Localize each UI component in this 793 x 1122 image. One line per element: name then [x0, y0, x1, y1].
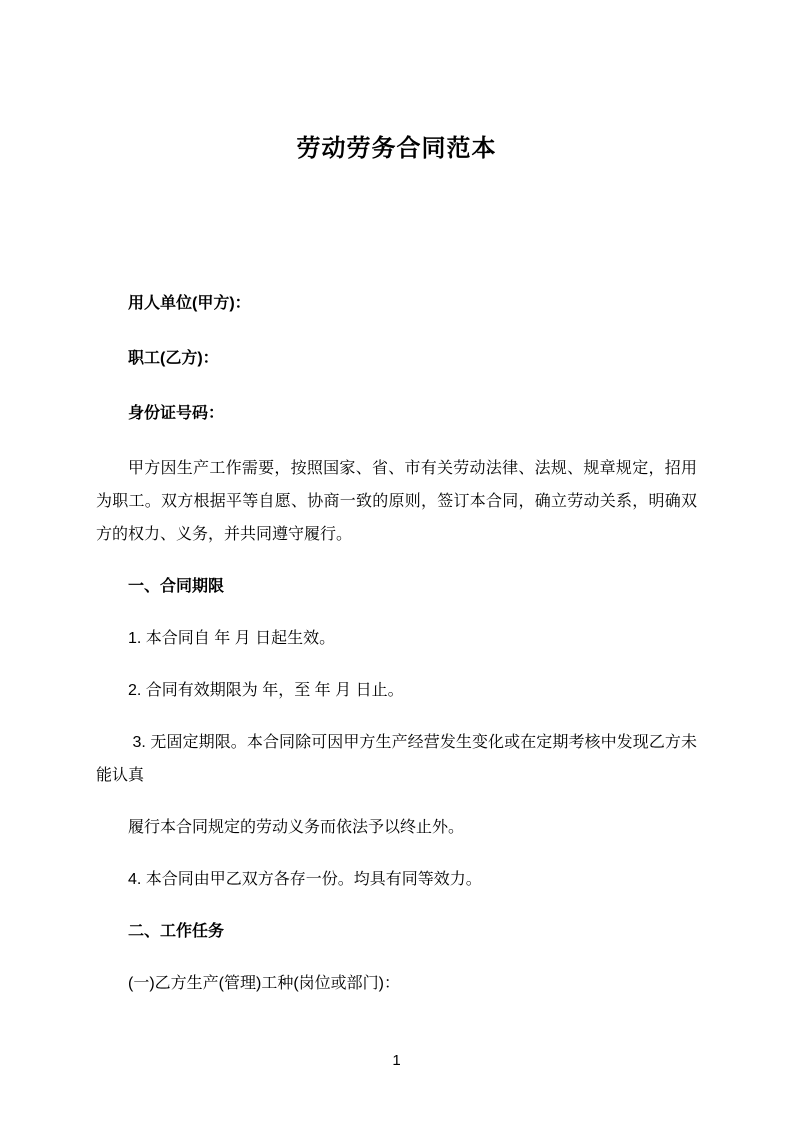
field-label-id-number: 身份证号码：: [128, 405, 225, 422]
document-title: 劳动劳务合同范本: [296, 135, 497, 162]
clause-work-type: (一)乙方生产(管理)工种(岗位或部门)：: [128, 975, 400, 992]
clause-term-4: 4. 本合同由甲乙双方各存一份。均具有同等效力。: [128, 871, 482, 888]
section-heading-work-tasks: 二、工作任务: [128, 923, 225, 940]
field-label-employee: 职工(乙方)：: [128, 350, 219, 367]
field-label-employer: 用人单位(甲方)：: [128, 295, 251, 312]
intro-paragraph: 甲方因生产工作需要，按照国家、省、市有关劳动法律、法规、规章规定，招用 为职工。双方根据平等自愿、协商一致的原则，签订本合同，确立劳动关系，明确双方的权力、义务，并共同遵守履行。: [96, 460, 702, 543]
page-number: 1: [392, 1052, 401, 1069]
clause-term-3: 3. 无固定期限。本合同除可因甲方生产经营发生变化或在定期考核中发现乙方未能认真: [96, 734, 697, 784]
clause-term-3-continuation: 履行本合同规定的劳动义务而依法予以终止外。: [128, 819, 465, 836]
section-heading-contract-term: 一、合同期限: [128, 578, 225, 595]
clause-term-1: 1. 本合同自 年 月 日起生效。: [128, 630, 336, 647]
clause-term-2: 2. 合同有效期限为 年，至 年 月 日止。: [128, 682, 404, 699]
